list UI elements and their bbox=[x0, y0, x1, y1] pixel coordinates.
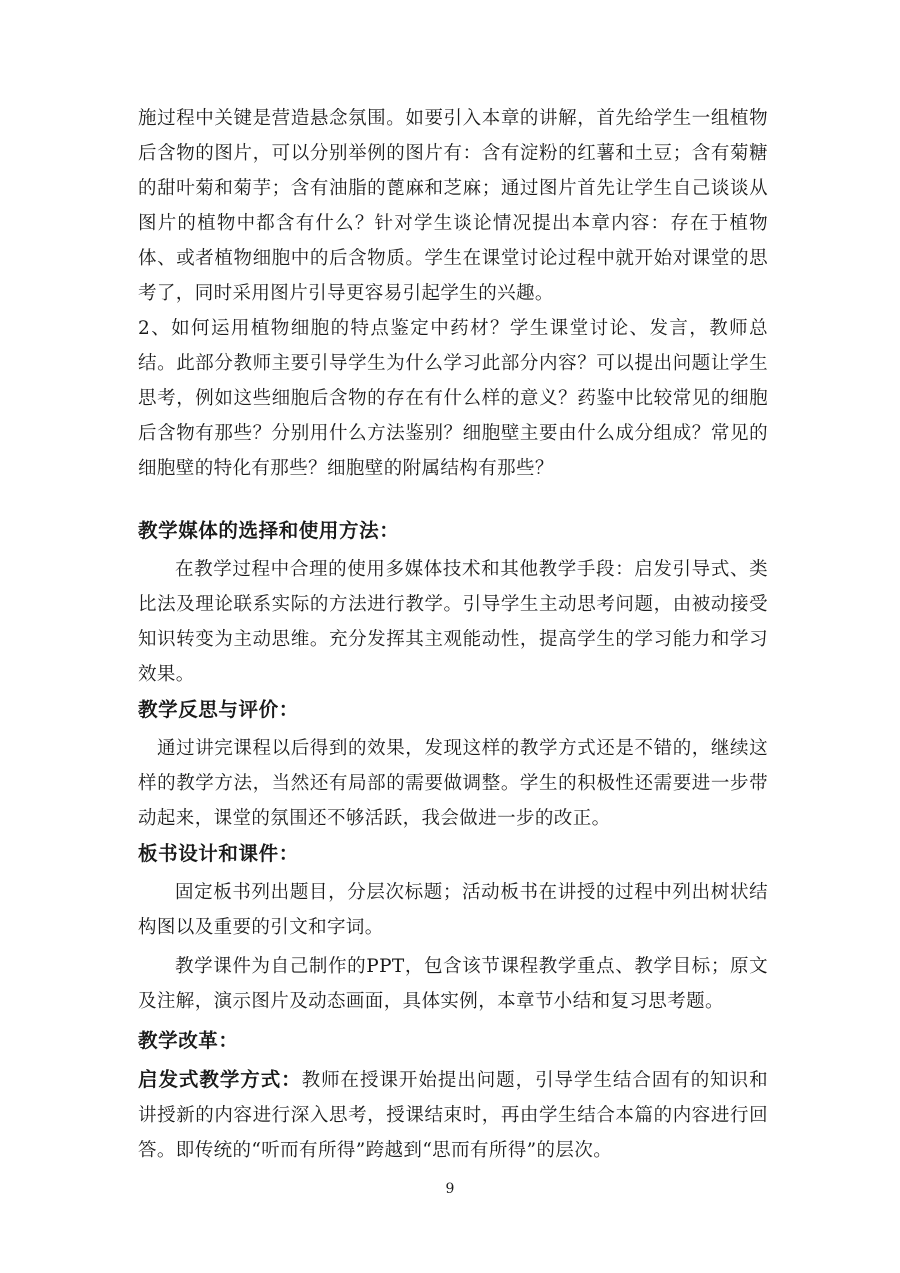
paragraph-point-2: 2、如何运用植物细胞的特点鉴定中药材？学生课堂讨论、发言，教师总结。此部分教师主要引导学生为什么学习此部分内容？可以提出问题让学生思考，例如这些细胞后含物的存在有什么样的意义？药鉴中比较常见的细胞后含物有那些？分别用什么方法鉴别？细胞壁主要由什么成分组成？常见的细胞壁的特化有那些？细胞壁的附属结构有那些？ bbox=[138, 318, 768, 479]
reform-text: 教师在授课开始提出问题，引导学生结合固有的知识和讲授新的内容进行深入思考，授课结束时，再由学生结合本篇的内容进行回答。即传统的“听而有所得”跨越到“思而有所得”的层次。 bbox=[138, 1070, 768, 1161]
paragraph-intro-continuation: 施过程中关键是营造悬念氛围。如要引入本章的讲解，首先给学生一组植物后含物的图片，可以分别举例的图片有：含有淀粉的红薯和土豆；含有菊糖的甜叶菊和菊芋；含有油脂的蓖麻和芝麻；通过图片首先让学生自己谈谈从图片的植物中都含有什么？针对学生谈论情况提出本章内容：存在于植物体、或者植物细胞中的后含物质。学生在课堂讨论过程中就开始对课堂的思考了，同时采用图片引导更容易引起学生的兴趣。 bbox=[138, 108, 768, 304]
paragraph-reform bbox=[138, 1062, 768, 1168]
page-number: 9 bbox=[445, 1181, 455, 1197]
paragraph-courseware: 教学课件为自己制作的PPT，包含该节课程教学重点、教学目标；原文及注解，演示图片及动态画面，具体实例，本章节小结和复习思考题。 bbox=[138, 956, 768, 1012]
paragraph-media: 在教学过程中合理的使用多媒体技术和其他教学手段：启发引导式、类比法及理论联系实际的方法进行教学。引导学生主动思考问题，由被动接受知识转变为主动思维。充分发挥其主观能动性，提高学生的学习能力和学习效果。 bbox=[138, 559, 768, 685]
heading-reform: 教学改革： bbox=[138, 1029, 239, 1052]
paragraph-reflection: 通过讲完课程以后得到的效果，发现这样的教学方式还是不错的，继续这样的教学方法，当然还有局部的需要做调整。学生的积极性还需要进一步带动起来，课堂的氛围还不够活跃，我会做进一步的改正。 bbox=[138, 738, 768, 829]
paragraph-board-design: 固定板书列出题目，分层次标题；活动板书在讲授的过程中列出树状结构图以及重要的引文和字词。 bbox=[138, 882, 768, 938]
heading-reflection: 教学反思与评价： bbox=[138, 698, 299, 721]
heading-board-design: 板书设计和课件： bbox=[138, 842, 299, 865]
reform-lead-label: 启发式教学方式： bbox=[138, 1068, 302, 1091]
document-body bbox=[138, 101, 768, 1168]
heading-media: 教学媒体的选择和使用方法： bbox=[138, 519, 400, 542]
spacer bbox=[138, 486, 768, 513]
